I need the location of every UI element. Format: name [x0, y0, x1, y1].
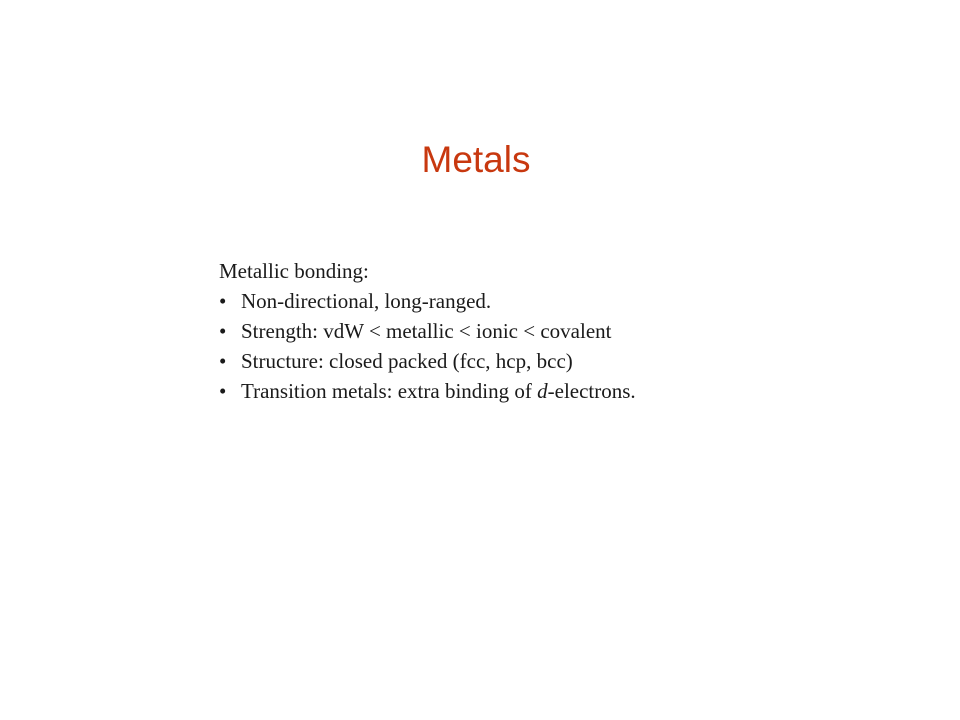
slide-title: Metals — [421, 139, 531, 180]
bullet-item — [219, 346, 819, 376]
bullet-text-suffix: -electrons. — [547, 379, 636, 403]
bullet-list — [219, 286, 819, 406]
bullet-text: Structure: closed packed (fcc, hcp, bcc) — [241, 349, 573, 373]
bullet-item — [219, 286, 819, 316]
bullet-icon: • — [219, 349, 227, 373]
bullet-icon: • — [219, 289, 227, 313]
bullet-text: Strength: vdW < metallic < ionic < covalent — [241, 319, 612, 343]
bullet-item — [219, 376, 819, 406]
bullet-icon: • — [219, 319, 227, 343]
bullet-icon: • — [219, 379, 227, 403]
bullet-text-italic: d — [537, 379, 548, 403]
body-heading: Metallic bonding: — [219, 259, 369, 283]
bullet-text-prefix: Transition metals: extra binding of — [241, 379, 538, 403]
bullet-text: Non-directional, long-ranged. — [241, 289, 492, 313]
bullet-item — [219, 316, 819, 346]
slide-body — [219, 256, 819, 406]
